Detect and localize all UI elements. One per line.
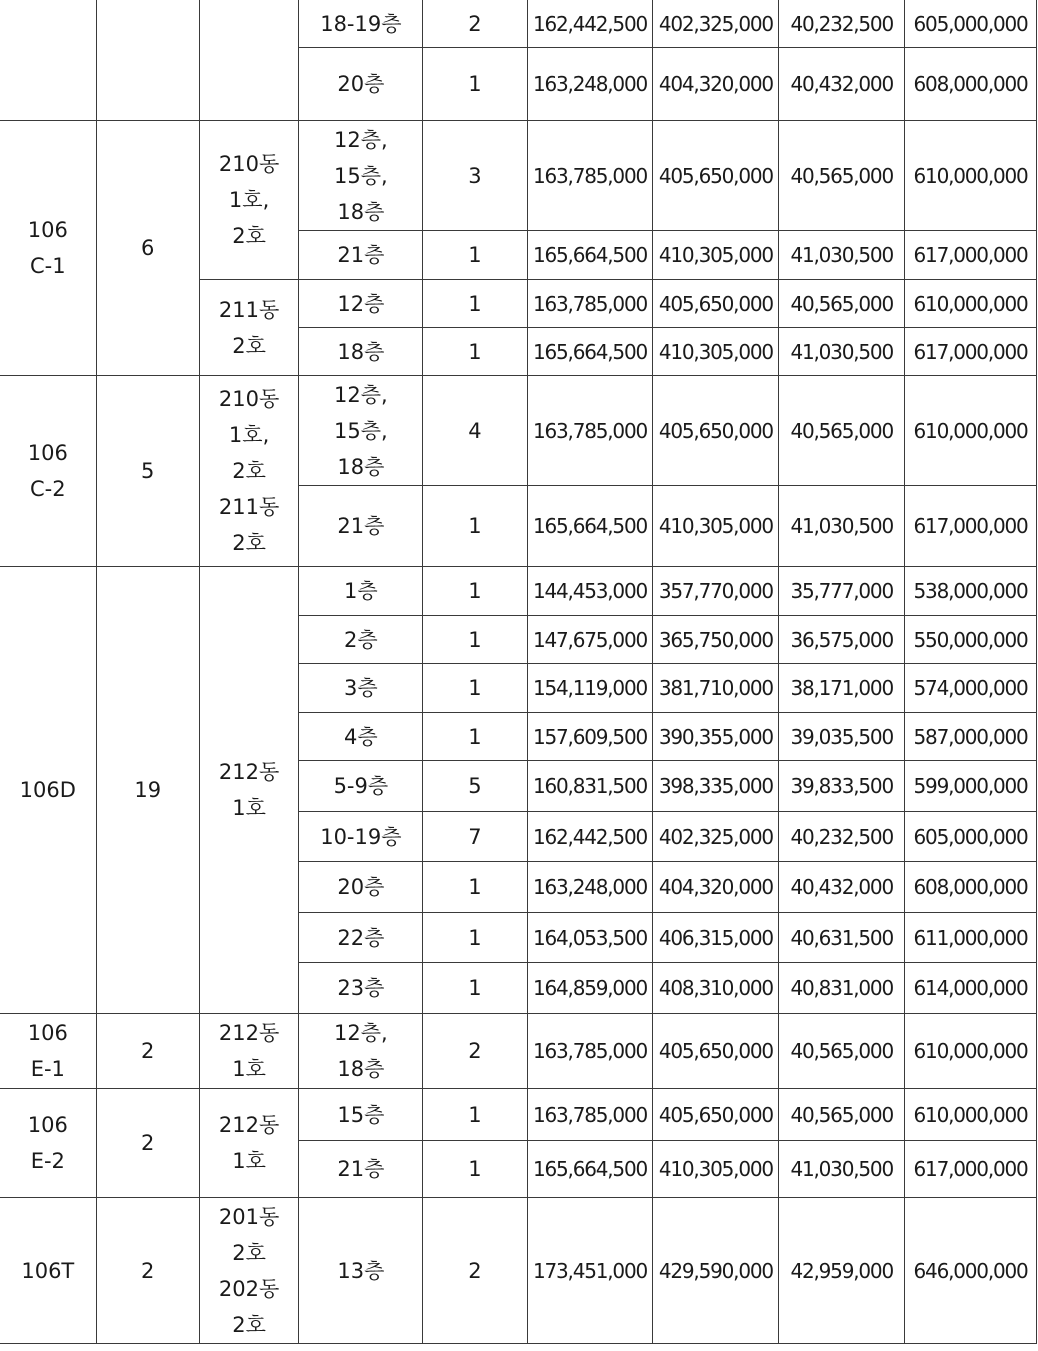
amount-cell: 41,030,500	[779, 486, 905, 567]
amount-cell: 40,565,000	[779, 121, 905, 231]
amount-cell: 160,831,500	[527, 761, 653, 812]
amount-cell: 402,325,000	[653, 0, 779, 48]
floor-unit-count-cell: 1	[423, 48, 527, 121]
floor-unit-count-cell: 1	[423, 616, 527, 664]
amount-cell: 40,831,000	[779, 963, 905, 1014]
amount-cell: 162,442,500	[527, 812, 653, 862]
floor-unit-count-cell: 2	[423, 0, 527, 48]
floor-unit-count-cell: 1	[423, 664, 527, 713]
empty-cell	[199, 0, 298, 121]
floor-unit-count-cell: 1	[423, 1089, 527, 1141]
amount-cell: 173,451,000	[527, 1198, 653, 1344]
amount-cell: 165,664,500	[527, 1141, 653, 1198]
amount-cell: 163,248,000	[527, 48, 653, 121]
amount-cell: 429,590,000	[653, 1198, 779, 1344]
amount-cell: 163,785,000	[527, 1089, 653, 1141]
amount-cell: 587,000,000	[905, 713, 1037, 761]
table-row	[0, 376, 1037, 486]
amount-cell: 40,565,000	[779, 1014, 905, 1089]
amount-cell: 163,785,000	[527, 280, 653, 328]
amount-cell: 608,000,000	[905, 48, 1037, 121]
floor-unit-count-cell: 3	[423, 121, 527, 231]
table-row	[0, 121, 1037, 231]
table-row	[0, 567, 1037, 616]
building-unit-cell: 212동 1호	[199, 1089, 298, 1198]
amount-cell: 608,000,000	[905, 862, 1037, 913]
amount-cell: 617,000,000	[905, 231, 1037, 280]
amount-cell: 162,442,500	[527, 0, 653, 48]
floor-cell: 15층	[299, 1089, 423, 1141]
amount-cell: 410,305,000	[653, 231, 779, 280]
amount-cell: 610,000,000	[905, 280, 1037, 328]
unit-type-cell: 106 E-1	[0, 1014, 96, 1089]
amount-cell: 410,305,000	[653, 486, 779, 567]
amount-cell: 610,000,000	[905, 121, 1037, 231]
unit-type-cell: 106 C-1	[0, 121, 96, 376]
floor-cell: 2층	[299, 616, 423, 664]
amount-cell: 165,664,500	[527, 231, 653, 280]
unit-type-cell: 106T	[0, 1198, 96, 1344]
floor-cell: 21층	[299, 1141, 423, 1198]
unit-count-cell: 2	[96, 1198, 199, 1344]
table-row	[0, 1014, 1037, 1089]
unit-count-cell: 2	[96, 1014, 199, 1089]
floor-unit-count-cell: 7	[423, 812, 527, 862]
amount-cell: 163,785,000	[527, 376, 653, 486]
amount-cell: 165,664,500	[527, 486, 653, 567]
unit-type-cell: 106 C-2	[0, 376, 96, 567]
amount-cell: 36,575,000	[779, 616, 905, 664]
amount-cell: 605,000,000	[905, 0, 1037, 48]
floor-unit-count-cell: 1	[423, 713, 527, 761]
floor-cell: 10-19층	[299, 812, 423, 862]
amount-cell: 40,565,000	[779, 376, 905, 486]
floor-unit-count-cell: 1	[423, 963, 527, 1014]
floor-cell: 22층	[299, 913, 423, 963]
amount-cell: 35,777,000	[779, 567, 905, 616]
amount-cell: 405,650,000	[653, 1089, 779, 1141]
amount-cell: 610,000,000	[905, 376, 1037, 486]
floor-cell: 20층	[299, 862, 423, 913]
amount-cell: 404,320,000	[653, 862, 779, 913]
floor-unit-count-cell: 2	[423, 1014, 527, 1089]
floor-unit-count-cell: 1	[423, 1141, 527, 1198]
amount-cell: 599,000,000	[905, 761, 1037, 812]
floor-cell: 20층	[299, 48, 423, 121]
building-unit-cell: 212동 1호	[199, 1014, 298, 1089]
amount-cell: 617,000,000	[905, 328, 1037, 376]
amount-cell: 165,664,500	[527, 328, 653, 376]
floor-unit-count-cell: 1	[423, 486, 527, 567]
floor-unit-count-cell: 1	[423, 862, 527, 913]
unit-count-cell: 2	[96, 1089, 199, 1198]
floor-cell: 12층, 18층	[299, 1014, 423, 1089]
amount-cell: 154,119,000	[527, 664, 653, 713]
floor-unit-count-cell: 5	[423, 761, 527, 812]
amount-cell: 164,859,000	[527, 963, 653, 1014]
floor-cell: 23층	[299, 963, 423, 1014]
amount-cell: 406,315,000	[653, 913, 779, 963]
amount-cell: 610,000,000	[905, 1089, 1037, 1141]
floor-cell: 13층	[299, 1198, 423, 1344]
amount-cell: 402,325,000	[653, 812, 779, 862]
floor-unit-count-cell: 1	[423, 913, 527, 963]
amount-cell: 163,248,000	[527, 862, 653, 913]
floor-cell: 18-19층	[299, 0, 423, 48]
amount-cell: 405,650,000	[653, 280, 779, 328]
floor-unit-count-cell: 1	[423, 231, 527, 280]
amount-cell: 40,232,500	[779, 0, 905, 48]
amount-cell: 42,959,000	[779, 1198, 905, 1344]
amount-cell: 357,770,000	[653, 567, 779, 616]
amount-cell: 163,785,000	[527, 121, 653, 231]
unit-count-cell: 6	[96, 121, 199, 376]
empty-cell	[0, 0, 96, 121]
amount-cell: 40,232,500	[779, 812, 905, 862]
unit-count-cell: 5	[96, 376, 199, 567]
amount-cell: 605,000,000	[905, 812, 1037, 862]
floor-unit-count-cell: 1	[423, 280, 527, 328]
floor-cell: 1층	[299, 567, 423, 616]
amount-cell: 410,305,000	[653, 1141, 779, 1198]
amount-cell: 41,030,500	[779, 231, 905, 280]
amount-cell: 646,000,000	[905, 1198, 1037, 1344]
building-unit-cell: 211동 2호	[199, 280, 298, 376]
amount-cell: 405,650,000	[653, 121, 779, 231]
floor-cell: 4층	[299, 713, 423, 761]
floor-cell: 3층	[299, 664, 423, 713]
table-row	[0, 1198, 1037, 1344]
amount-cell: 40,565,000	[779, 1089, 905, 1141]
amount-cell: 617,000,000	[905, 1141, 1037, 1198]
amount-cell: 163,785,000	[527, 1014, 653, 1089]
amount-cell: 398,335,000	[653, 761, 779, 812]
floor-cell: 18층	[299, 328, 423, 376]
amount-cell: 41,030,500	[779, 328, 905, 376]
amount-cell: 147,675,000	[527, 616, 653, 664]
amount-cell: 41,030,500	[779, 1141, 905, 1198]
building-unit-cell: 201동 2호 202동 2호	[199, 1198, 298, 1344]
amount-cell: 157,609,500	[527, 713, 653, 761]
amount-cell: 40,432,000	[779, 48, 905, 121]
floor-cell: 12층, 15층, 18층	[299, 121, 423, 231]
empty-cell	[96, 0, 199, 121]
amount-cell: 574,000,000	[905, 664, 1037, 713]
amount-cell: 404,320,000	[653, 48, 779, 121]
amount-cell: 617,000,000	[905, 486, 1037, 567]
unit-type-cell: 106 E-2	[0, 1089, 96, 1198]
table-row	[0, 1089, 1037, 1141]
floor-cell: 12층, 15층, 18층	[299, 376, 423, 486]
amount-cell: 538,000,000	[905, 567, 1037, 616]
table-row	[0, 0, 1037, 48]
amount-cell: 40,432,000	[779, 862, 905, 913]
amount-cell: 611,000,000	[905, 913, 1037, 963]
amount-cell: 365,750,000	[653, 616, 779, 664]
floor-cell: 21층	[299, 231, 423, 280]
amount-cell: 164,053,500	[527, 913, 653, 963]
amount-cell: 390,355,000	[653, 713, 779, 761]
amount-cell: 38,171,000	[779, 664, 905, 713]
unit-count-cell: 19	[96, 567, 199, 1014]
amount-cell: 408,310,000	[653, 963, 779, 1014]
unit-type-cell: 106D	[0, 567, 96, 1014]
amount-cell: 610,000,000	[905, 1014, 1037, 1089]
amount-cell: 144,453,000	[527, 567, 653, 616]
amount-cell: 550,000,000	[905, 616, 1037, 664]
amount-cell: 405,650,000	[653, 376, 779, 486]
building-unit-cell: 212동 1호	[199, 567, 298, 1014]
floor-cell: 21층	[299, 486, 423, 567]
amount-cell: 381,710,000	[653, 664, 779, 713]
floor-unit-count-cell: 1	[423, 567, 527, 616]
amount-cell: 40,565,000	[779, 280, 905, 328]
amount-cell: 39,833,500	[779, 761, 905, 812]
amount-cell: 405,650,000	[653, 1014, 779, 1089]
floor-unit-count-cell: 1	[423, 328, 527, 376]
floor-unit-count-cell: 2	[423, 1198, 527, 1344]
amount-cell: 40,631,500	[779, 913, 905, 963]
amount-cell: 614,000,000	[905, 963, 1037, 1014]
floor-cell: 12층	[299, 280, 423, 328]
amount-cell: 410,305,000	[653, 328, 779, 376]
building-unit-cell: 210동 1호, 2호	[199, 121, 298, 280]
building-unit-cell: 210동 1호, 2호 211동 2호	[199, 376, 298, 567]
floor-unit-count-cell: 4	[423, 376, 527, 486]
amount-cell: 39,035,500	[779, 713, 905, 761]
floor-cell: 5-9층	[299, 761, 423, 812]
